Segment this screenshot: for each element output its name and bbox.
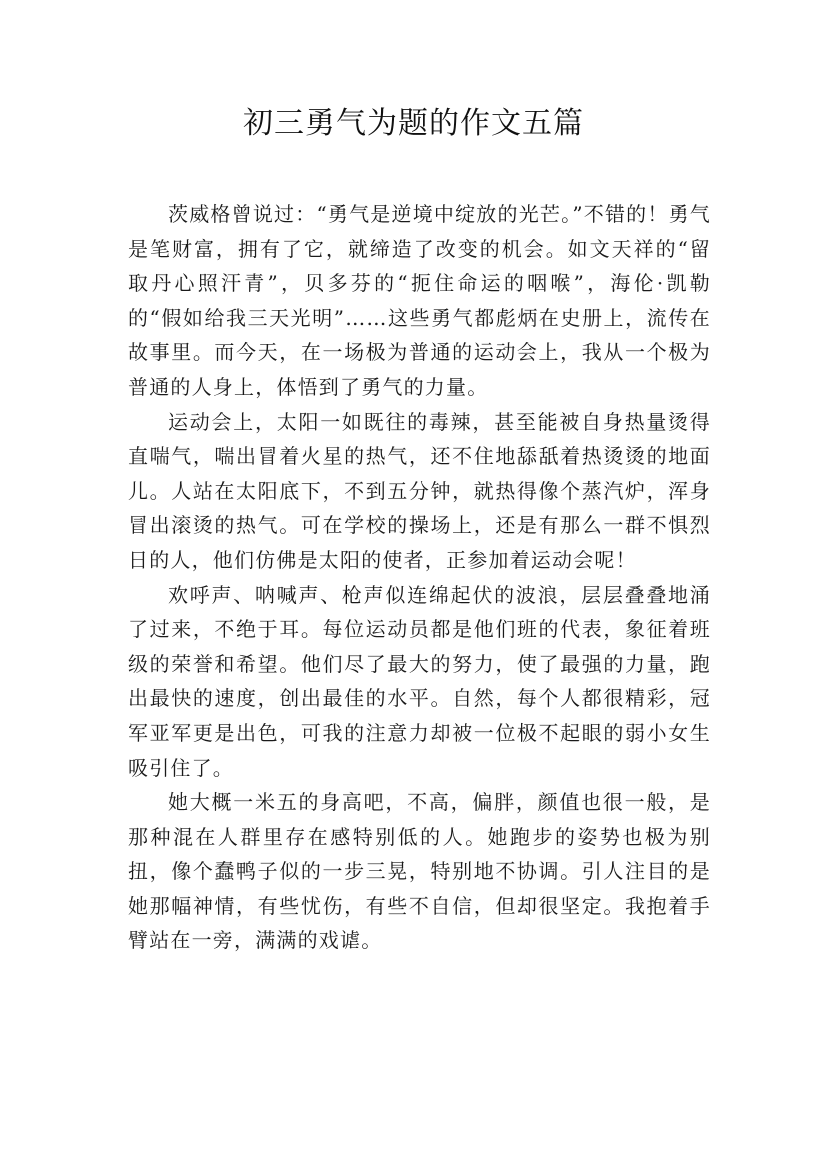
document-body [128,197,711,958]
paragraph: 运动会上，太阳一如既往的毒辣，甚至能被自身热量烫得直喘气，喘出冒着火星的热气，还不住地舔舐着热烫烫的地面儿。人站在太阳底下，不到五分钟，就热得像个蒸汽炉，浑身冒出滚烫的热气。可在学校的操场上，还是有那么一群不惧烈日的人，他们仿佛是太阳的使者，正参加着运动会呢！ [128,409,711,572]
document-title: 初三勇气为题的作文五篇 [243,106,584,141]
paragraph: 欢呼声、呐喊声、枪声似连绵起伏的波浪，层层叠叠地涌了过来，不绝于耳。每位运动员都是他们班的代表，象征着班级的荣誉和希望。他们尽了最大的努力，使了最强的力量，跑出最快的速度，创出最佳的水平。自然，每个人都很精彩，冠军亚军更是出色，可我的注意力却被一位极不起眼的弱小女生吸引住了。 [128,582,711,780]
paragraph: 茨威格曾说过：“勇气是逆境中绽放的光芒。”不错的！勇气是笔财富，拥有了它，就缔造了改变的机会。如文天祥的“留取丹心照汗青”，贝多芬的“扼住命运的咽喉”，海伦·凯勒的“假如给我三天光明”……这些勇气都彪炳在史册上，流传在故事里。而今天，在一场极为普通的运动会上，我从一个极为普通的人身上，体悟到了勇气的力量。 [128,202,711,399]
paragraph: 她大概一米五的身高吧，不高，偏胖，颜值也很一般，是那种混在人群里存在感特别低的人。她跑步的姿势也极为别扭，像个蠢鸭子似的一步三晃，特别地不协调。引人注目的是她那幅神情，有些忧伤，有些不自信，但却很坚定。我抱着手臂站在一旁，满满的戏谑。 [128,790,711,953]
